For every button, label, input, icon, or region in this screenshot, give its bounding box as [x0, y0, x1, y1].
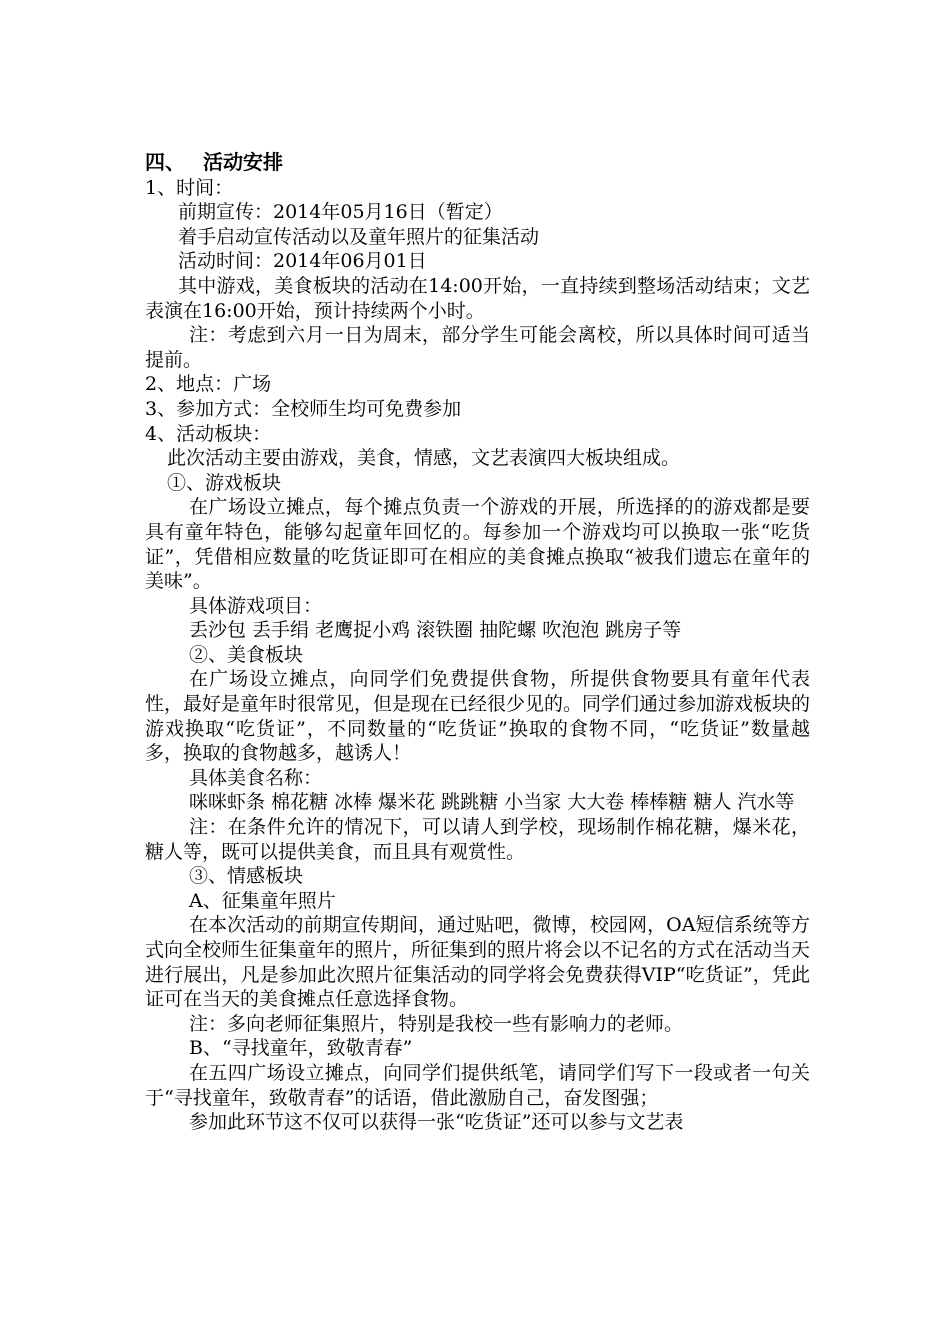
food-list-label: 具体美食名称：: [189, 766, 323, 789]
food-paragraph: 在广场设立摊点，向同学们免费提供食物，所提供食物要具有童年代表性，最好是童年时很常见，但是现在已经很少见的。同学们通过参加游戏板块的游戏换取“吃货证”，不同数量的“吃货证”换取的食物不同，“吃货证”数量越多，换取的食物越多，越诱人！: [145, 668, 811, 765]
promo-description: 着手启动宣传活动以及童年照片的征集活动: [178, 225, 540, 248]
document-body: [145, 150, 810, 1135]
youth-paragraph-continued: 参加此环节这不仅可以获得一张“吃货证”还可以参与文艺表: [189, 1111, 684, 1134]
event-date: 活动时间：2014年06月01日: [178, 250, 427, 273]
item-location: 2、地点：广场: [145, 373, 272, 396]
schedule-note: 注：考虑到六月一日为周末，部分学生可能会离校，所以具体时间可适当提前。: [145, 324, 810, 371]
games-heading: ①、游戏板块: [167, 471, 282, 494]
youth-paragraph: 在五四广场设立摊点，向同学们提供纸笔，请同学们写下一段或者一句关于“寻找童年，致敬青春”的话语，借此激励自己，奋发图强；: [145, 1061, 810, 1109]
photo-note: 注：多向老师征集照片，特别是我校一些有影响力的老师。: [189, 1012, 684, 1035]
food-note: 注：在条件允许的情况下，可以请人到学校，现场制作棉花糖，爆米花，糖人等，既可以提供美食，而且具有观赏性。: [145, 816, 810, 863]
schedule-paragraph: 其中游戏，美食板块的活动在14:00开始，一直持续到整场活动结束；文艺表演在16:00开始，预计持续两个小时。: [145, 274, 810, 322]
emotion-heading: ③、情感板块: [189, 865, 304, 888]
item-time-label: 1、时间：: [145, 176, 234, 199]
photo-subheading: A、征集童年照片: [189, 889, 336, 912]
promo-date: 前期宣传：2014年05月16日（暂定）: [178, 201, 503, 224]
games-list-label: 具体游戏项目：: [189, 594, 323, 617]
heading-text: 活动安排: [203, 150, 283, 174]
games-list: 丢沙包 丢手绢 老鹰捉小鸡 滚铁圈 抽陀螺 吹泡泡 跳房子等: [189, 619, 682, 642]
games-paragraph: 在广场设立摊点，每个摊点负责一个游戏的开展，所选择的的游戏都是要具有童年特色，能够勾起童年回忆的。每参加一个游戏均可以换取一张“吃货证”，凭借相应数量的吃货证即可在相应的美食摊点换取“被我们遗忘在童年的美味”。: [145, 496, 810, 593]
photo-paragraph: 在本次活动的前期宣传期间，通过贴吧，微博，校园网，OA短信系统等方式向全校师生征集童年的照片，所征集到的照片将会以不记名的方式在活动当天进行展出，凡是参加此次照片征集活动的同学将会免费获得VIP“吃货证”，凭此证可在当天的美食摊点任意选择食物。: [145, 914, 811, 1011]
sections-intro: 此次活动主要由游戏，美食，情感，文艺表演四大板块组成。: [167, 447, 681, 470]
food-heading: ②、美食板块: [189, 643, 304, 666]
youth-subheading: B、“寻找童年，致敬青春”: [189, 1037, 413, 1060]
section-heading: [145, 150, 810, 175]
food-list: 咪咪虾条 棉花糖 冰棒 爆米花 跳跳糖 小当家 大大卷 棒棒糖 糖人 汽水等: [189, 791, 795, 814]
item-participation: 3、参加方式：全校师生均可免费参加: [145, 397, 462, 420]
item-sections-label: 4、活动板块：: [145, 422, 272, 445]
heading-number: 四、: [145, 150, 185, 174]
